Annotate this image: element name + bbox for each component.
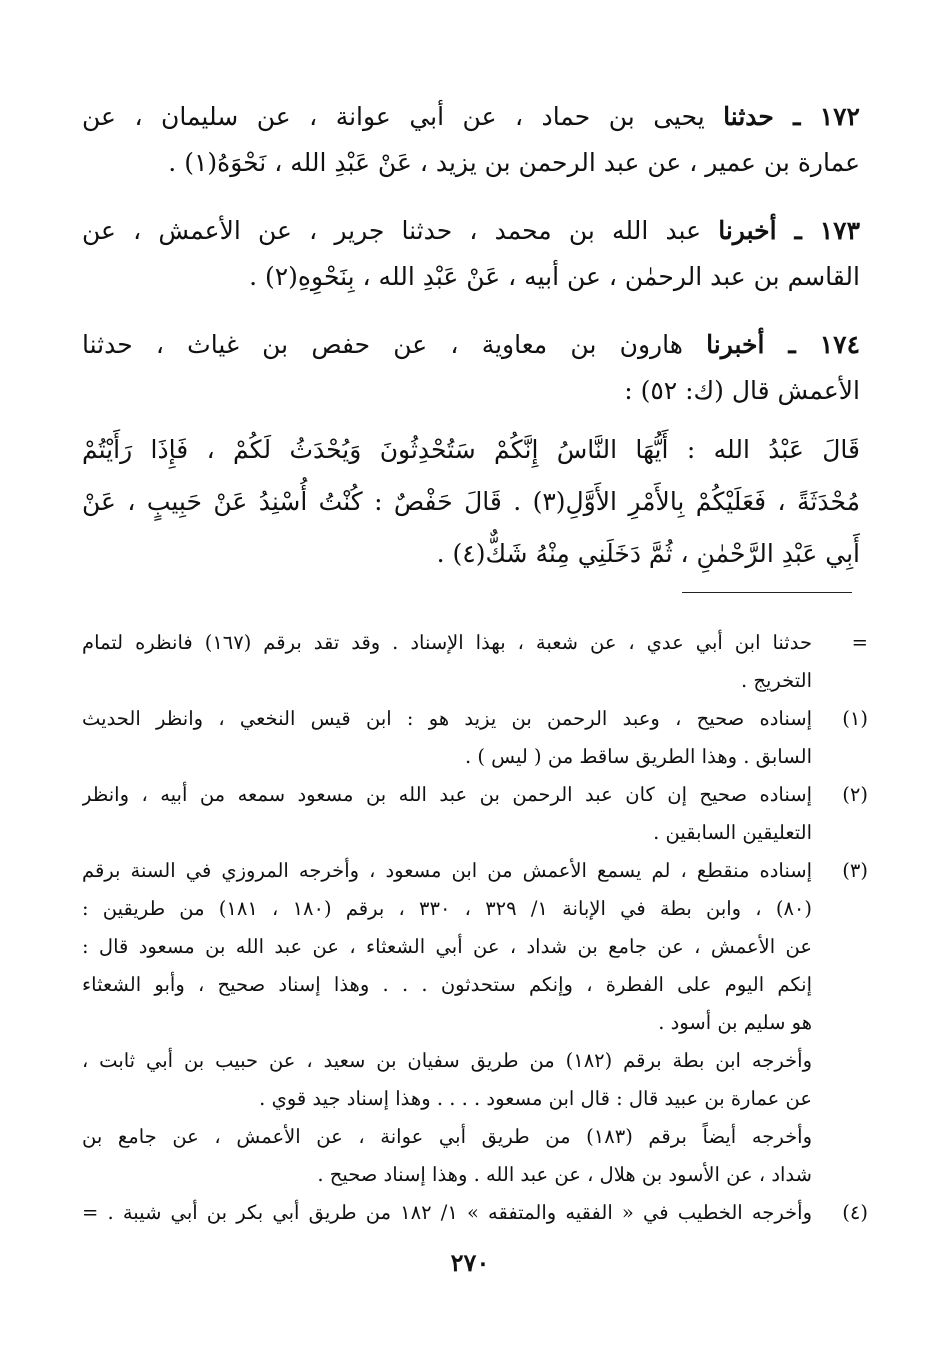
hadith-line: ١٧٤ ـ أخبرنا هارون بن معاوية ، عن حفص بن غياث ، حدثنا: [82, 330, 860, 359]
footnote-line: وأخرجه ابن بطة برقم (١٨٢) من طريق سفيان بن سعيد ، عن حبيب بن أبي ثابت ،: [82, 1049, 812, 1072]
hadith-line: الأعمش قال (ك: ٥٢) :: [624, 376, 860, 405]
footnote-2: [82, 776, 868, 852]
footnote-line: (٨٠) ، وابن بطة في الإبانة ١/ ٣٢٩ ، ٣٣٠ ، برقم (١٨٠ ، ١٨١) من طريقين :: [82, 897, 812, 920]
footnote-4: [82, 1194, 868, 1232]
footnote-marker: (١): [842, 707, 868, 730]
footnote-line: إسناده صحيح إن كان عبد الرحمن بن عبد الله بن مسعود سمعه من أبيه ، وانظر: [82, 783, 812, 806]
hadith-line: ١٧٣ ـ أخبرنا عبد الله بن محمد ، حدثنا جرير ، عن الأعمش ، عن: [82, 216, 860, 245]
footnote-line: إسناده منقطع ، لم يسمع الأعمش من ابن مسعود ، وأخرجه المروزي في السنة برقم: [82, 859, 812, 882]
footnote-1: [82, 700, 868, 776]
quoted-statement: [82, 424, 860, 580]
hadith-lead-word: أخبرنا: [706, 330, 765, 359]
hadith-text: عبد الله بن محمد ، حدثنا جرير ، عن الأعمش ، عن: [82, 216, 702, 245]
hadith-173: [82, 208, 860, 300]
footnote-line: عن الأعمش ، عن جامع بن شداد ، عن أبي الشعثاء ، عن عبد الله بن مسعود قال :: [82, 935, 812, 958]
footnote-continuation: [82, 624, 868, 700]
footnote-line: السابق . وهذا الطريق ساقط من ( ليس ) .: [464, 745, 812, 768]
hadith-lead-word: حدثنا: [723, 102, 774, 131]
footnote-line: حدثنا ابن أبي عدي ، عن شعبة ، بهذا الإسناد . وقد تقد برقم (١٦٧) فانظره لتمام: [82, 631, 812, 654]
hadith-text: يحيى بن حماد ، عن أبي عوانة ، عن سليمان ، عن: [82, 102, 705, 131]
quote-line: قَالَ عَبْدُ الله : أَيُّهَا النَّاسُ إِنَّكُمْ سَتُحْدِثُونَ وَيُحْدَثُ لَكُمْ ، فَإِذَا رَأَيْتُمْ: [82, 435, 860, 464]
footnote-line: وأخرجه الخطيب في « الفقيه والمتفقه » ١/ ١٨٢ من طريق أبي بكر بن أبي شيبة . =: [82, 1201, 812, 1224]
hadith-174: [82, 322, 860, 414]
hadith-lead-word: أخبرنا: [718, 216, 777, 245]
quote-line: أَبِي عَبْدِ الرَّحْمٰنِ ، ثُمَّ دَخَلَنِي مِنْهُ شَكٌّ(٤) .: [436, 539, 860, 568]
footnote-line: التخريج .: [740, 669, 812, 692]
hadith-172: [82, 94, 860, 186]
hadith-line: القاسم بن عبد الرحمٰن ، عن أبيه ، عَنْ عَبْدِ الله ، بِنَحْوِهِ(٢) .: [249, 262, 860, 291]
footnotes: [82, 624, 868, 1232]
hadith-line: ١٧٢ ـ حدثنا يحيى بن حماد ، عن أبي عوانة ، عن سليمان ، عن: [82, 102, 860, 131]
footnote-line: هو سليم بن أسود .: [658, 1011, 812, 1034]
footnote-marker: (٣): [842, 859, 868, 882]
footnote-3: [82, 852, 868, 1194]
hadith-number: ١٧٢: [819, 102, 860, 131]
footnote-line: عن عمارة بن عبيد قال : قال ابن مسعود . . . . وهذا إسناد جيد قوي .: [259, 1087, 812, 1110]
hadith-line: عمارة بن عمير ، عن عبد الرحمن بن يزيد ، عَنْ عَبْدِ الله ، نَحْوَهُ(١) .: [168, 148, 860, 177]
footnote-marker: =: [851, 631, 868, 654]
footnote-marker: (٤): [842, 1201, 868, 1224]
page-number: ٢٧٠: [450, 1248, 490, 1277]
footnote-line: إنكم اليوم على الفطرة ، وإنكم ستحدثون . . . وهذا إسناد صحيح ، وأبو الشعثاء: [82, 973, 812, 996]
hadith-text: هارون بن معاوية ، عن حفص بن غياث ، حدثنا: [82, 330, 683, 359]
footnote-line: إسناده صحيح ، وعبد الرحمن بن يزيد هو : ابن قيس النخعي ، وانظر الحديث: [82, 707, 812, 730]
footnote-line: وأخرجه أيضاً برقم (١٨٣) من طريق أبي عوانة ، عن الأعمش ، عن جامع بن: [82, 1125, 812, 1148]
hadith-number: ١٧٤: [819, 330, 860, 359]
footnote-line: شداد ، عن الأسود بن هلال ، عن عبد الله . وهذا إسناد صحيح .: [317, 1163, 812, 1186]
quote-line: مُحْدَثَةً ، فَعَلَيْكُمْ بِالأَمْرِ الأَوَّلِ(٣) . قَالَ حَفْصٌ : كُنْتُ أُسْنِدُ عَنْ حَبِيبٍ ، عَنْ: [82, 487, 860, 516]
footnote-marker: (٢): [842, 783, 868, 806]
footnote-separator: [682, 592, 852, 593]
footnote-line: التعليقين السابقين .: [653, 821, 812, 844]
hadith-number: ١٧٣: [819, 216, 860, 245]
